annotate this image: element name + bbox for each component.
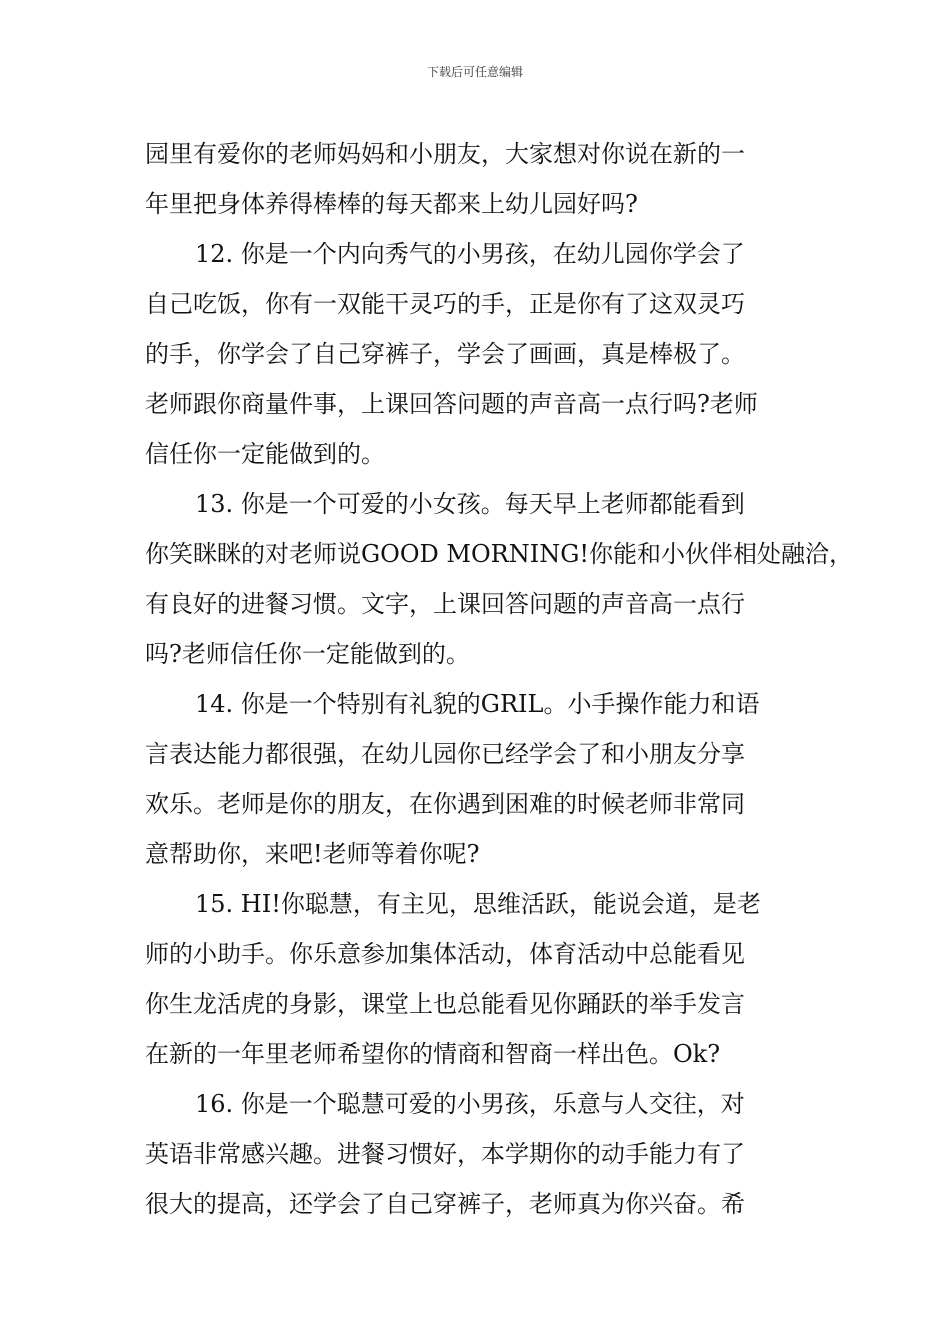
text-line: 的手，你学会了自己穿裤子，学会了画画，真是棒极了。 (145, 340, 745, 368)
text-line: 很大的提高，还学会了自己穿裤子，老师真为你兴奋。希 (145, 1190, 745, 1218)
page-header: 下载后可任意编辑 (426, 65, 523, 79)
text-line: 年里把身体养得棒棒的每天都来上幼儿园好吗? (145, 190, 638, 218)
text-line: 欢乐。老师是你的朋友，在你遇到困难的时候老师非常同 (145, 790, 745, 818)
text-line: 园里有爱你的老师妈妈和小朋友，大家想对你说在新的一 (145, 140, 745, 168)
text-line: 老师跟你商量件事，上课回答问题的声音高一点行吗?老师 (145, 390, 758, 418)
paragraph-start-13: 13. 你是一个可爱的小女孩。每天早上老师都能看到 (195, 490, 745, 518)
document-body (145, 129, 854, 1229)
paragraph-start-15: 15. HI!你聪慧，有主见，思维活跃，能说会道，是老 (195, 890, 761, 918)
text-line: 吗?老师信任你一定能做到的。 (145, 640, 470, 668)
text-line: 英语非常感兴趣。进餐习惯好，本学期你的动手能力有了 (145, 1140, 745, 1168)
paragraph-start-16: 16. 你是一个聪慧可爱的小男孩，乐意与人交往，对 (195, 1090, 745, 1118)
paragraph-start-14: 14. 你是一个特别有礼貌的GRIL。小手操作能力和语 (195, 690, 760, 718)
text-line: 你笑眯眯的对老师说GOOD MORNING!你能和小伙伴相处融洽， (145, 540, 854, 568)
text-line: 师的小助手。你乐意参加集体活动，体育活动中总能看见 (145, 940, 745, 968)
paragraph-start-12: 12. 你是一个内向秀气的小男孩，在幼儿园你学会了 (195, 240, 745, 268)
text-line: 意帮助你，来吧!老师等着你呢? (145, 840, 480, 868)
text-line: 有良好的进餐习惯。文字，上课回答问题的声音高一点行 (145, 590, 745, 618)
text-line: 自己吃饭，你有一双能干灵巧的手，正是你有了这双灵巧 (145, 290, 745, 318)
text-line: 信任你一定能做到的。 (145, 440, 385, 468)
text-line: 你生龙活虎的身影，课堂上也总能看见你踊跃的举手发言 (145, 990, 745, 1018)
text-line: 在新的一年里老师希望你的情商和智商一样出色。Ok? (145, 1040, 721, 1068)
text-line: 言表达能力都很强，在幼儿园你已经学会了和小朋友分享 (145, 740, 745, 768)
